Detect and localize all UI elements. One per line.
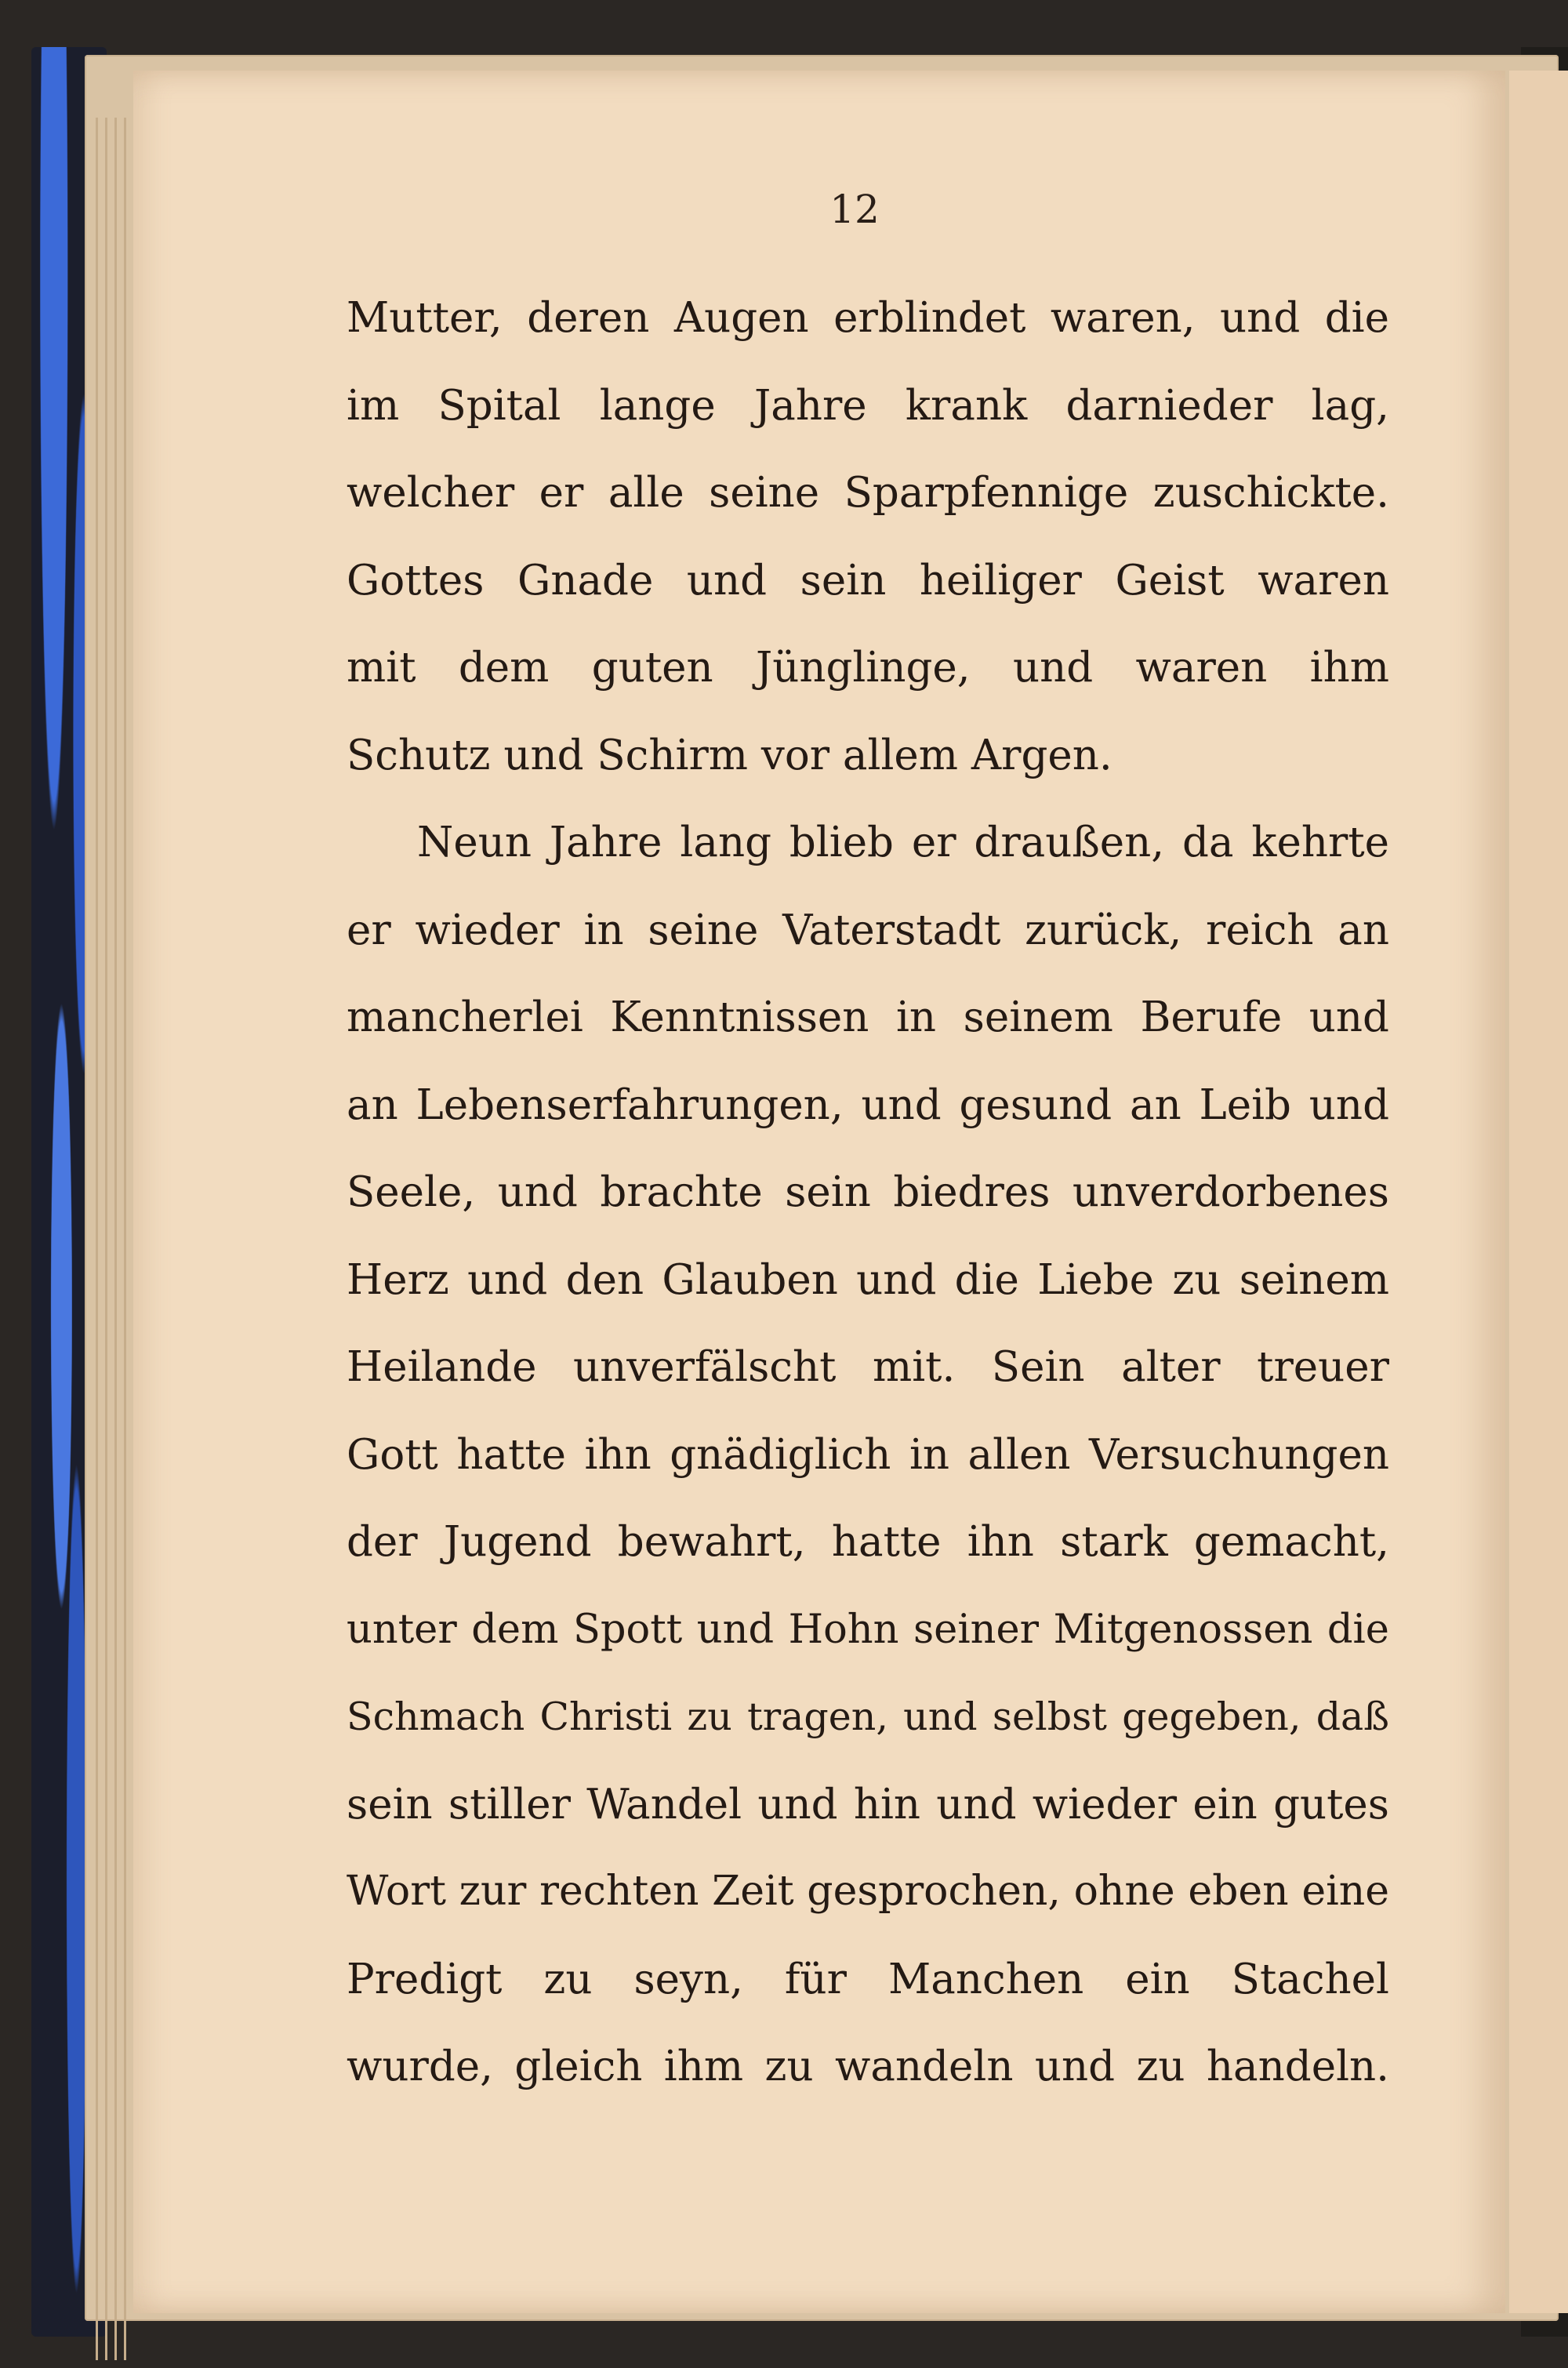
text-line: unter dem Spott und Hohn seiner Mitgenossen die [347,1606,1389,1653]
page-edge-line [124,118,126,2360]
text-line: Schutz und Schirm vor allem Argen. [347,731,1112,779]
text-line: Gottes Gnade und sein heiliger Geist waren [347,556,1389,605]
text-line: mit dem guten Jünglinge, und waren ihm [347,644,1389,692]
facing-page [1509,71,1568,2313]
page-edge-line [96,118,98,2360]
text-line: Neun Jahre lang blieb er draußen, da kehrte [417,819,1389,866]
text-line: wurde, gleich ihm zu wandeln und zu handeln. [347,2043,1389,2090]
text-line: welcher er alle seine Sparpfennige zuschickte. [347,469,1389,517]
text-line: mancherlei Kenntnissen in seinem Berufe und [347,993,1389,1041]
text-line: Gott hatte ihn gnädiglich in allen Versuchungen [347,1430,1389,1479]
text-line: Mutter, deren Augen erblindet waren, und die [347,294,1389,342]
text-line: Heilande unverfälscht mit. Sein alter treuer [347,1343,1389,1391]
text-line: an Lebenserfahrungen, und gesund an Leib und [347,1080,1389,1129]
page-edge-line [114,118,117,2360]
page-text [347,274,1389,2111]
text-line: sein stiller Wandel und hin und wieder ein gutes [347,1780,1389,1829]
text-line: Herz und den Glauben und die Liebe zu seinem [347,1255,1389,1304]
text-line: Schmach Christi zu tragen, und selbst gegeben, daß [347,1694,1389,1739]
text-line: Seele, und brachte sein biedres unverdorbenes [347,1168,1389,1216]
page-number: 12 [829,187,880,232]
text-line: Wort zur rechten Zeit gesprochen, ohne eben eine [347,1868,1389,1915]
page-edge-line [105,118,107,2360]
text-line: er wieder in seine Vaterstadt zurück, reich an [347,906,1389,954]
text-line: der Jugend bewahrt, hatte ihn stark gemacht, [347,1518,1389,1566]
text-line: Predigt zu seyn, für Manchen ein Stachel [347,1955,1389,2003]
text-line: im Spital lange Jahre krank darnieder lag, [347,381,1389,430]
